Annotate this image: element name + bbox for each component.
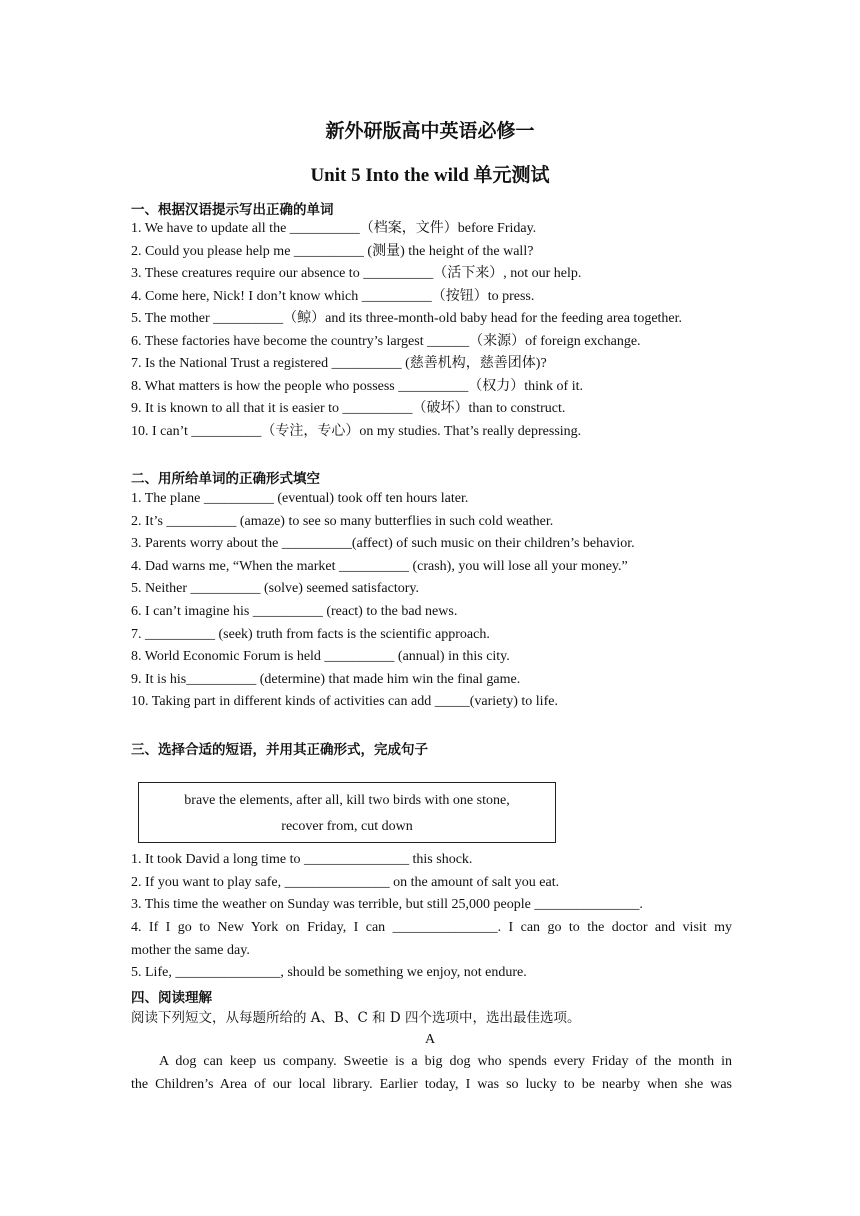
section2-item: 3. Parents worry about the __________(affect) of such music on their children’s behavior. [131,536,635,551]
section2-item: 10. Taking part in different kinds of activities can add _____(variety) to life. [131,694,558,709]
phrase-box-line: recover from, cut down [281,819,413,834]
passage-line: the Children’s Area of our local library. Earlier today, I was so lucky to be nearby when she was [131,1077,732,1092]
section3-item: 2. If you want to play safe, _______________ on the amount of salt you eat. [131,875,560,890]
section2-item: 7. __________ (seek) truth from facts is the scientific approach. [131,627,490,642]
passage-line: A dog can keep us company. Sweetie is a big dog who spends every Friday of the month in [159,1054,732,1069]
section1-item: 9. It is known to all that it is easier to __________（破坏）than to construct. [131,401,566,416]
section3-heading: 三、选择合适的短语，并用其正确形式，完成句子 [131,742,428,758]
passage-label: A [424,1032,436,1047]
section1-item: 5. The mother __________（鲸）and its three-month-old baby head for the feeding area together. [131,311,683,326]
phrase-box [138,782,556,843]
section3-item: 1. It took David a long time to _______________ this shock. [131,852,473,867]
section1-item: 10. I can’t __________（专注，专心）on my studies. That’s really depressing. [131,424,582,439]
section2-item: 9. It is his__________ (determine) that made him win the final game. [131,672,521,687]
section2-item: 4. Dad warns me, “When the market __________ (crash), you will lose all your money.” [131,559,628,574]
section1-item: 2. Could you please help me __________ (测量) the height of the wall? [131,244,534,259]
section2-item: 5. Neither __________ (solve) seemed satisfactory. [131,581,419,596]
section1-item: 8. What matters is how the people who possess __________（权力）think of it. [131,379,583,394]
document-subtitle: Unit 5 Into the wild 单元测试 [310,165,550,186]
section1-item: 7. Is the National Trust a registered __________ (慈善机构，慈善团体)? [131,356,547,371]
section2-item: 8. World Economic Forum is held __________ (annual) in this city. [131,649,510,664]
section2-item: 2. It’s __________ (amaze) to see so many butterflies in such cold weather. [131,514,554,529]
section1-heading: 一、根据汉语提示写出正确的单词 [131,202,334,218]
section1-item: 4. Come here, Nick! I don’t know which __________（按钮）to press. [131,289,535,304]
reading-instruction: 阅读下列短文，从每题所给的 A、B、C 和 D 四个选项中，选出最佳选项。 [131,1010,581,1026]
section1-item: 6. These factories have become the country’s largest ______（来源）of foreign exchange. [131,334,641,349]
section2-item: 6. I can’t imagine his __________ (react) to the bad news. [131,604,458,619]
section1-item: 3. These creatures require our absence to __________（活下来）, not our help. [131,266,582,281]
section3-item-continuation: mother the same day. [131,943,250,958]
section4-heading: 四、阅读理解 [131,990,212,1006]
phrase-box-line: brave the elements, after all, kill two birds with one stone, [184,793,510,808]
section2-heading: 二、用所给单词的正确形式填空 [131,471,320,487]
section3-item: 5. Life, _______________, should be something we enjoy, not endure. [131,965,527,980]
document-title: 新外研版高中英语必修一 [325,120,535,142]
section3-item: 3. This time the weather on Sunday was terrible, but still 25,000 people _______________. [131,897,643,912]
section1-item: 1. We have to update all the __________（档案，文件）before Friday. [131,221,537,236]
section3-item: 4. If I go to New York on Friday, I can _______________. I can go to the doctor and visit my [131,920,732,935]
section2-item: 1. The plane __________ (eventual) took off ten hours later. [131,491,469,506]
